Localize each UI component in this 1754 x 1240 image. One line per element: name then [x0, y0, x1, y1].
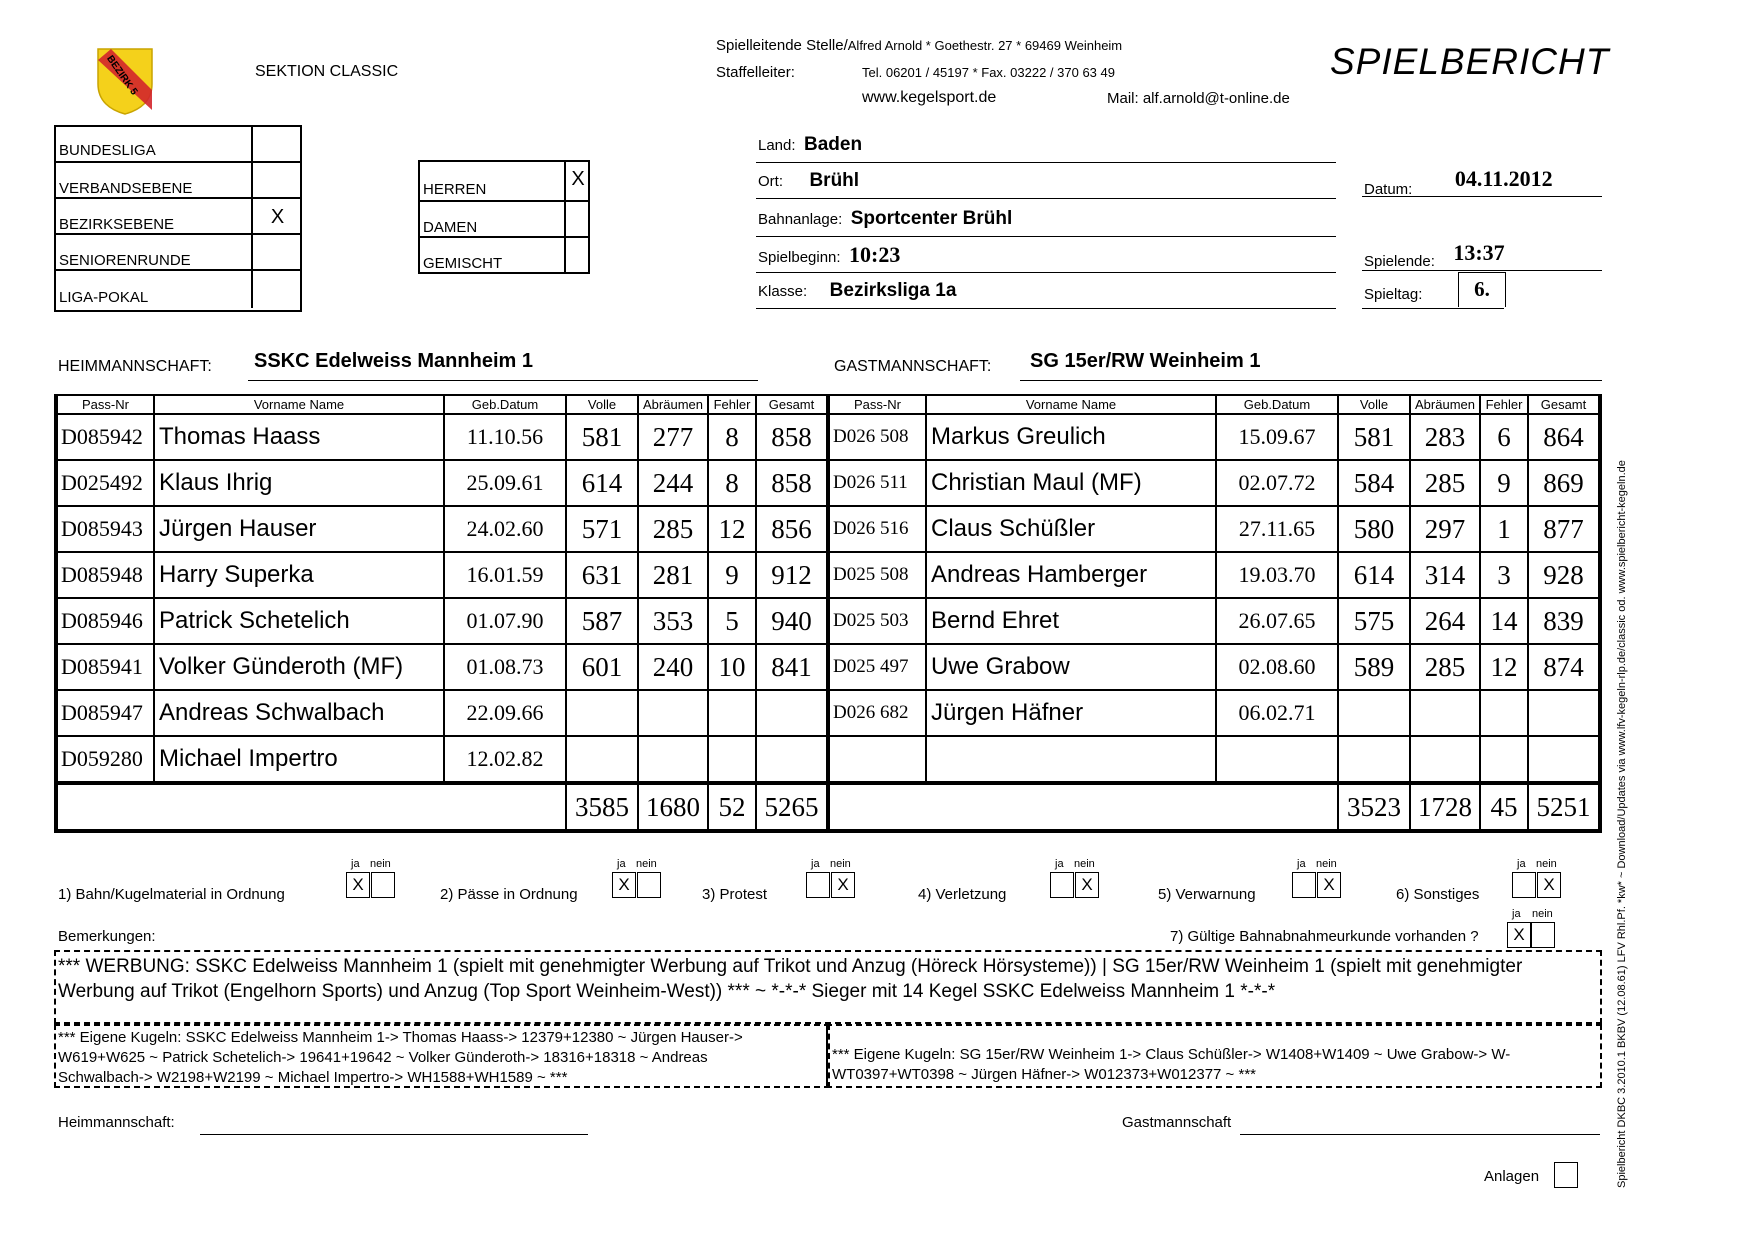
guest-volle-cell[interactable]: 581	[1338, 414, 1410, 460]
table-row	[56, 690, 1600, 736]
guest-birth-date-cell[interactable]: 19.03.70	[1216, 552, 1338, 598]
home-pass-nr-cell[interactable]: D085941	[56, 644, 154, 690]
guest-fehler-cell[interactable]: 9	[1480, 460, 1528, 506]
col-header: Pass-Nr	[828, 395, 926, 414]
category-name: GEMISCHT	[423, 255, 503, 272]
home-abraeumen-cell[interactable]	[638, 736, 708, 783]
home-birth-date-cell[interactable]: 16.01.59	[444, 552, 566, 598]
league-row	[56, 127, 300, 161]
home-total-fehler: 52	[708, 783, 756, 831]
home-gesamt-cell[interactable]: 856	[756, 506, 828, 552]
home-player-name-cell[interactable]: Volker Günderoth (MF)	[154, 644, 444, 690]
check-ja-checkbox[interactable]	[1512, 872, 1536, 898]
category-checkbox[interactable]: X	[564, 162, 590, 200]
guest-volle-cell[interactable]: 580	[1338, 506, 1410, 552]
col-header: Abräumen	[1410, 395, 1480, 414]
remarks-line-1: *** WERBUNG: SSKC Edelweiss Mannheim 1 (spielt mit genehmigter Werbung auf Trikot und Anzug (Höreck Hörsysteme)) | SG 15er/RW Weinheim 1 (spielt mit genehmigter	[58, 956, 1523, 977]
home-abraeumen-cell[interactable]: 277	[638, 414, 708, 460]
table-row	[56, 736, 1600, 783]
spielbeginn-value: 10:23	[849, 242, 901, 267]
check-nein-label: nein	[370, 858, 391, 870]
klasse-field[interactable]	[756, 280, 1336, 309]
guest-volle-cell[interactable]	[1338, 736, 1410, 783]
check-ja-checkbox[interactable]	[806, 872, 830, 898]
table-row	[56, 598, 1600, 644]
guest-volle-cell[interactable]: 575	[1338, 598, 1410, 644]
home-volle-cell[interactable]	[566, 736, 638, 783]
table-row	[56, 414, 1600, 460]
home-player-name-cell[interactable]: Klaus Ihrig	[154, 460, 444, 506]
spielende-label: Spielende:	[1364, 253, 1435, 270]
guest-pass-nr-cell[interactable]: D026 508	[828, 414, 926, 460]
check-ja-checkbox[interactable]: X	[612, 872, 636, 898]
guest-team-field[interactable]	[1020, 350, 1602, 381]
spielleitende-stelle	[716, 37, 1122, 55]
datum-field[interactable]	[1362, 166, 1602, 197]
home-birth-date-cell[interactable]: 12.02.82	[444, 736, 566, 783]
spieltag-box[interactable]	[1458, 272, 1506, 307]
col-header: Gesamt	[756, 395, 828, 414]
home-volle-cell[interactable]: 587	[566, 598, 638, 644]
spielbeginn-label: Spielbeginn:	[758, 249, 841, 266]
league-name: BUNDESLIGA	[59, 142, 156, 159]
home-signature-line[interactable]	[200, 1110, 588, 1135]
check-label: 5) Verwarnung	[1158, 886, 1256, 903]
guest-volle-cell[interactable]: 584	[1338, 460, 1410, 506]
item7-nein-checkbox[interactable]	[1531, 922, 1555, 948]
spieltag-value: 6.	[1474, 277, 1490, 301]
spielende-field[interactable]	[1362, 240, 1602, 271]
land-label: Land:	[758, 137, 796, 154]
table-row	[56, 460, 1600, 506]
category-row	[420, 236, 588, 274]
bahnanlage-label: Bahnanlage:	[758, 211, 843, 228]
section-label: SEKTION CLASSIC	[255, 63, 399, 80]
check-ja-checkbox[interactable]	[1292, 872, 1316, 898]
item7-nein-label: nein	[1532, 908, 1553, 920]
guest-fehler-cell[interactable]: 14	[1480, 598, 1528, 644]
guest-player-name-cell[interactable]: Andreas Hamberger	[926, 552, 1216, 598]
check-nein-checkbox[interactable]: X	[1537, 872, 1561, 898]
guest-pass-nr-cell[interactable]: D026 516	[828, 506, 926, 552]
guest-signature-line[interactable]	[1240, 1110, 1600, 1135]
col-header: Geb.Datum	[444, 395, 566, 414]
remarks-label: Bemerkungen:	[58, 928, 156, 945]
ort-field[interactable]	[756, 170, 1336, 199]
col-header: Volle	[566, 395, 638, 414]
league-name: BEZIRKSEBENE	[59, 216, 175, 233]
guest-fehler-cell[interactable]	[1480, 736, 1528, 783]
spieltag-label: Spieltag:	[1364, 286, 1423, 303]
home-balls-line: W619+W625 ~ Patrick Schetelich-> 19641+19642 ~ Volker Günderoth-> 18316+18318 ~ Andreas	[58, 1049, 708, 1066]
check-nein-checkbox[interactable]	[637, 872, 661, 898]
land-value: Baden	[804, 134, 863, 155]
guest-birth-date-cell[interactable]: 02.08.60	[1216, 644, 1338, 690]
guest-team-name: SG 15er/RW Weinheim 1	[1030, 350, 1261, 372]
league-checkbox[interactable]: X	[251, 199, 302, 235]
home-pass-nr-cell[interactable]: D085943	[56, 506, 154, 552]
category-box	[418, 160, 590, 274]
bahnanlage-value: Sportcenter Brühl	[850, 208, 1013, 229]
category-row	[420, 200, 588, 238]
guest-player-name-cell[interactable]: Christian Maul (MF)	[926, 460, 1216, 506]
home-team-label: HEIMMANNSCHAFT:	[58, 358, 212, 375]
guest-birth-date-cell[interactable]: 15.09.67	[1216, 414, 1338, 460]
home-fehler-cell[interactable]: 8	[708, 414, 756, 460]
check-ja-label: ja	[1517, 858, 1526, 870]
remarks-line-2: Werbung auf Trikot (Engelhorn Sports) und Anzug (Top Sport Weinheim-West)) *** ~ *-*-* Sieger mit 14 Kegel SSKC Edelweiss Mannheim 1 *-*-*	[58, 981, 1276, 1002]
guest-gesamt-cell[interactable]: 839	[1528, 598, 1600, 644]
col-header: Volle	[1338, 395, 1410, 414]
home-volle-cell[interactable]: 631	[566, 552, 638, 598]
guest-gesamt-cell[interactable]: 874	[1528, 644, 1600, 690]
check-ja-label: ja	[1055, 858, 1064, 870]
contact-info: Tel. 06201 / 45197 * Fax. 03222 / 370 63 49	[862, 65, 1115, 80]
home-volle-cell[interactable]: 581	[566, 414, 638, 460]
league-name: SENIORENRUNDE	[59, 252, 191, 269]
guest-player-name-cell[interactable]: Claus Schüßler	[926, 506, 1216, 552]
guest-abraeumen-cell[interactable]: 285	[1410, 460, 1480, 506]
guest-pass-nr-cell[interactable]: D026 682	[828, 690, 926, 736]
guest-volle-cell[interactable]	[1338, 690, 1410, 736]
home-abraeumen-cell[interactable]: 281	[638, 552, 708, 598]
home-player-name-cell[interactable]: Michael Impertro	[154, 736, 444, 783]
category-checkbox[interactable]	[564, 238, 590, 274]
home-player-name-cell[interactable]: Harry Superka	[154, 552, 444, 598]
category-name: DAMEN	[423, 219, 478, 236]
staffelleiter-label: Staffelleiter:	[716, 64, 795, 81]
home-total-abraeumen: 1680	[638, 783, 708, 831]
home-birth-date-cell[interactable]: 01.07.90	[444, 598, 566, 644]
league-name: VERBANDSEBENE	[59, 180, 193, 197]
home-gesamt-cell[interactable]: 841	[756, 644, 828, 690]
home-pass-nr-cell[interactable]: D059280	[56, 736, 154, 783]
guest-gesamt-cell[interactable]	[1528, 690, 1600, 736]
home-player-name-cell[interactable]: Patrick Schetelich	[154, 598, 444, 644]
guest-pass-nr-cell[interactable]: D026 511	[828, 460, 926, 506]
guest-total-gesamt: 5251	[1528, 783, 1600, 831]
home-gesamt-cell[interactable]: 912	[756, 552, 828, 598]
home-gesamt-cell[interactable]	[756, 736, 828, 783]
website[interactable]: www.kegelsport.de	[862, 89, 997, 106]
league-row	[56, 233, 300, 271]
guest-gesamt-cell[interactable]: 864	[1528, 414, 1600, 460]
home-abraeumen-cell[interactable]: 240	[638, 644, 708, 690]
league-row	[56, 161, 300, 199]
check-ja-checkbox[interactable]	[1050, 872, 1074, 898]
home-fehler-cell[interactable]	[708, 736, 756, 783]
guest-fehler-cell[interactable]: 1	[1480, 506, 1528, 552]
guest-balls-line: WT0397+WT0398 ~ Jürgen Häfner-> W012373+W012377 ~ ***	[832, 1066, 1256, 1083]
mail[interactable]: Mail: alf.arnold@t-online.de	[1107, 90, 1290, 107]
table-row	[56, 506, 1600, 552]
guest-balls-box[interactable]	[826, 1024, 1602, 1088]
anlagen-checkbox[interactable]	[1554, 1162, 1578, 1188]
klasse-value: Bezirksliga 1a	[829, 280, 957, 301]
col-header: Vorname Name	[154, 395, 444, 414]
bahnanlage-field[interactable]	[756, 208, 1336, 237]
check-nein-checkbox[interactable]	[371, 872, 395, 898]
league-checkbox[interactable]	[251, 163, 302, 199]
table-row	[56, 552, 1600, 598]
spielbeginn-field[interactable]	[756, 242, 1336, 273]
check-label: 1) Bahn/Kugelmaterial in Ordnung	[58, 886, 285, 903]
guest-pass-nr-cell[interactable]: D025 508	[828, 552, 926, 598]
guest-fehler-cell[interactable]: 12	[1480, 644, 1528, 690]
home-pass-nr-cell[interactable]: D085942	[56, 414, 154, 460]
home-gesamt-cell[interactable]: 940	[756, 598, 828, 644]
league-box	[54, 125, 302, 312]
guest-fehler-cell[interactable]: 6	[1480, 414, 1528, 460]
check-ja-label: ja	[617, 858, 626, 870]
home-gesamt-cell[interactable]	[756, 690, 828, 736]
guest-team-label: GASTMANNSCHAFT:	[834, 358, 992, 375]
col-header: Gesamt	[1528, 395, 1600, 414]
home-player-name-cell[interactable]: Jürgen Hauser	[154, 506, 444, 552]
guest-birth-date-cell[interactable]	[1216, 736, 1338, 783]
home-abraeumen-cell[interactable]: 285	[638, 506, 708, 552]
league-checkbox[interactable]	[251, 271, 302, 308]
category-row	[420, 162, 588, 200]
spielleitende-label: Spielleitende Stelle/	[716, 37, 848, 54]
home-balls-line: *** Eigene Kugeln: SSKC Edelweiss Mannheim 1-> Thomas Haass-> 12379+12380 ~ Jürgen Hauser->	[58, 1029, 743, 1046]
check-label: 4) Verletzung	[918, 886, 1007, 903]
guest-fehler-cell[interactable]: 3	[1480, 552, 1528, 598]
home-team-name: SSKC Edelweiss Mannheim 1	[254, 350, 533, 372]
home-fehler-cell[interactable]: 9	[708, 552, 756, 598]
league-checkbox[interactable]	[251, 127, 302, 161]
guest-abraeumen-cell[interactable]: 264	[1410, 598, 1480, 644]
check-nein-label: nein	[1536, 858, 1557, 870]
guest-gesamt-cell[interactable]: 928	[1528, 552, 1600, 598]
home-volle-cell[interactable]: 601	[566, 644, 638, 690]
guest-gesamt-cell[interactable]	[1528, 736, 1600, 783]
home-balls-line: Schwalbach-> W2198+W2199 ~ Michael Impertro-> WH1588+WH1589 ~ ***	[58, 1069, 568, 1086]
spielende-value: 13:37	[1453, 240, 1505, 265]
guest-pass-nr-cell[interactable]: D025 503	[828, 598, 926, 644]
guest-birth-date-cell[interactable]: 06.02.71	[1216, 690, 1338, 736]
home-total-volle: 3585	[566, 783, 638, 831]
guest-total-volle: 3523	[1338, 783, 1410, 831]
guest-total-abraeumen: 1728	[1410, 783, 1480, 831]
guest-gesamt-cell[interactable]: 877	[1528, 506, 1600, 552]
ort-value: Brühl	[809, 170, 860, 191]
guest-birth-date-cell[interactable]: 27.11.65	[1216, 506, 1338, 552]
guest-volle-cell[interactable]: 589	[1338, 644, 1410, 690]
home-fehler-cell[interactable]: 5	[708, 598, 756, 644]
col-header: Geb.Datum	[1216, 395, 1338, 414]
table-row	[56, 644, 1600, 690]
home-birth-date-cell[interactable]: 22.09.66	[444, 690, 566, 736]
guest-abraeumen-cell[interactable]	[1410, 736, 1480, 783]
home-birth-date-cell[interactable]: 11.10.56	[444, 414, 566, 460]
score-table	[54, 394, 1602, 833]
item7-label: 7) Gültige Bahnabnahmeurkunde vorhanden ?	[1170, 928, 1479, 945]
home-signature-label: Heimmannschaft:	[58, 1114, 175, 1131]
check-label: 6) Sonstiges	[1396, 886, 1480, 903]
col-header: Fehler	[1480, 395, 1528, 414]
guest-birth-date-cell[interactable]: 02.07.72	[1216, 460, 1338, 506]
home-fehler-cell[interactable]: 12	[708, 506, 756, 552]
guest-abraeumen-cell[interactable]: 297	[1410, 506, 1480, 552]
home-fehler-cell[interactable]	[708, 690, 756, 736]
home-pass-nr-cell[interactable]: D085948	[56, 552, 154, 598]
home-team-field[interactable]	[248, 350, 758, 381]
datum-label: Datum:	[1364, 181, 1413, 198]
home-totals-blank	[56, 783, 566, 831]
check-nein-label: nein	[830, 858, 851, 870]
page-title: SPIELBERICHT	[1330, 41, 1610, 82]
league-row	[56, 269, 300, 308]
check-ja-label: ja	[811, 858, 820, 870]
check-ja-label: ja	[1297, 858, 1306, 870]
check-nein-checkbox[interactable]: X	[831, 872, 855, 898]
home-pass-nr-cell[interactable]: D085947	[56, 690, 154, 736]
datum-value: 04.11.2012	[1454, 166, 1553, 191]
guest-abraeumen-cell[interactable]: 285	[1410, 644, 1480, 690]
check-nein-checkbox[interactable]: X	[1317, 872, 1341, 898]
league-name: LIGA-POKAL	[59, 289, 149, 306]
home-abraeumen-cell[interactable]	[638, 690, 708, 736]
col-header: Vorname Name	[926, 395, 1216, 414]
guest-pass-nr-cell[interactable]	[828, 736, 926, 783]
guest-gesamt-cell[interactable]: 869	[1528, 460, 1600, 506]
home-abraeumen-cell[interactable]: 244	[638, 460, 708, 506]
check-nein-label: nein	[1074, 858, 1095, 870]
check-nein-checkbox[interactable]: X	[1075, 872, 1099, 898]
check-label: 3) Protest	[702, 886, 768, 903]
home-fehler-cell[interactable]: 8	[708, 460, 756, 506]
klasse-label: Klasse:	[758, 283, 808, 300]
item7-ja-checkbox[interactable]: X	[1507, 922, 1531, 948]
remarks-box[interactable]	[54, 950, 1602, 1024]
home-gesamt-cell[interactable]: 858	[756, 460, 828, 506]
bezirk-logo	[95, 46, 155, 116]
check-nein-label: nein	[636, 858, 657, 870]
ort-label: Ort:	[758, 173, 783, 190]
guest-balls-line: *** Eigene Kugeln: SG 15er/RW Weinheim 1-> Claus Schüßler-> W1408+W1409 ~ Uwe Grabow-> W-	[832, 1046, 1511, 1063]
logo-text: BEZIRK 5	[104, 53, 140, 98]
col-header: Fehler	[708, 395, 756, 414]
guest-volle-cell[interactable]: 614	[1338, 552, 1410, 598]
guest-player-name-cell[interactable]	[926, 736, 1216, 783]
guest-fehler-cell[interactable]	[1480, 690, 1528, 736]
category-checkbox[interactable]	[564, 202, 590, 238]
home-volle-cell[interactable]: 571	[566, 506, 638, 552]
guest-pass-nr-cell[interactable]: D025 497	[828, 644, 926, 690]
col-header: Pass-Nr	[56, 395, 154, 414]
home-fehler-cell[interactable]: 10	[708, 644, 756, 690]
home-pass-nr-cell[interactable]: D085946	[56, 598, 154, 644]
category-name: HERREN	[423, 181, 487, 198]
anlagen-label: Anlagen	[1484, 1168, 1540, 1185]
spielleitende-value: Alfred Arnold * Goethestr. 27 * 69469 Weinheim	[847, 38, 1123, 53]
home-gesamt-cell[interactable]: 858	[756, 414, 828, 460]
league-checkbox[interactable]	[251, 235, 302, 271]
home-volle-cell[interactable]: 614	[566, 460, 638, 506]
league-row	[56, 197, 300, 235]
home-birth-date-cell[interactable]: 25.09.61	[444, 460, 566, 506]
home-player-name-cell[interactable]: Andreas Schwalbach	[154, 690, 444, 736]
guest-abraeumen-cell[interactable]: 314	[1410, 552, 1480, 598]
guest-totals-blank	[828, 783, 1338, 831]
guest-signature-label: Gastmannschaft	[1122, 1114, 1232, 1131]
check-label: 2) Pässe in Ordnung	[440, 886, 578, 903]
home-abraeumen-cell[interactable]: 353	[638, 598, 708, 644]
guest-total-fehler: 45	[1480, 783, 1528, 831]
home-total-gesamt: 5265	[756, 783, 828, 831]
home-balls-box[interactable]	[54, 1024, 830, 1088]
home-pass-nr-cell[interactable]: D025492	[56, 460, 154, 506]
home-birth-date-cell[interactable]: 24.02.60	[444, 506, 566, 552]
home-player-name-cell[interactable]: Thomas Haass	[154, 414, 444, 460]
guest-player-name-cell[interactable]: Uwe Grabow	[926, 644, 1216, 690]
item7-ja-label: ja	[1512, 908, 1521, 920]
totals-row	[56, 783, 1600, 831]
check-ja-label: ja	[351, 858, 360, 870]
check-ja-checkbox[interactable]: X	[346, 872, 370, 898]
land-field[interactable]	[756, 134, 1336, 163]
table-header	[56, 395, 1600, 414]
check-nein-label: nein	[1316, 858, 1337, 870]
guest-player-name-cell[interactable]: Jürgen Häfner	[926, 690, 1216, 736]
col-header: Abräumen	[638, 395, 708, 414]
guest-abraeumen-cell[interactable]	[1410, 690, 1480, 736]
guest-player-name-cell[interactable]: Bernd Ehret	[926, 598, 1216, 644]
guest-player-name-cell[interactable]: Markus Greulich	[926, 414, 1216, 460]
guest-birth-date-cell[interactable]: 26.07.65	[1216, 598, 1338, 644]
home-birth-date-cell[interactable]: 01.08.73	[444, 644, 566, 690]
guest-abraeumen-cell[interactable]: 283	[1410, 414, 1480, 460]
home-volle-cell[interactable]	[566, 690, 638, 736]
side-text: Spielbericht DKBC 3.2010.1 BKBV (12.08.61) LFV Rhl.Pf. *kw* ~ Download/Updates via www.lfv-kegeln-rlp.de/classic od. www.spielbericht-kegeln.de	[1616, 460, 1628, 1188]
